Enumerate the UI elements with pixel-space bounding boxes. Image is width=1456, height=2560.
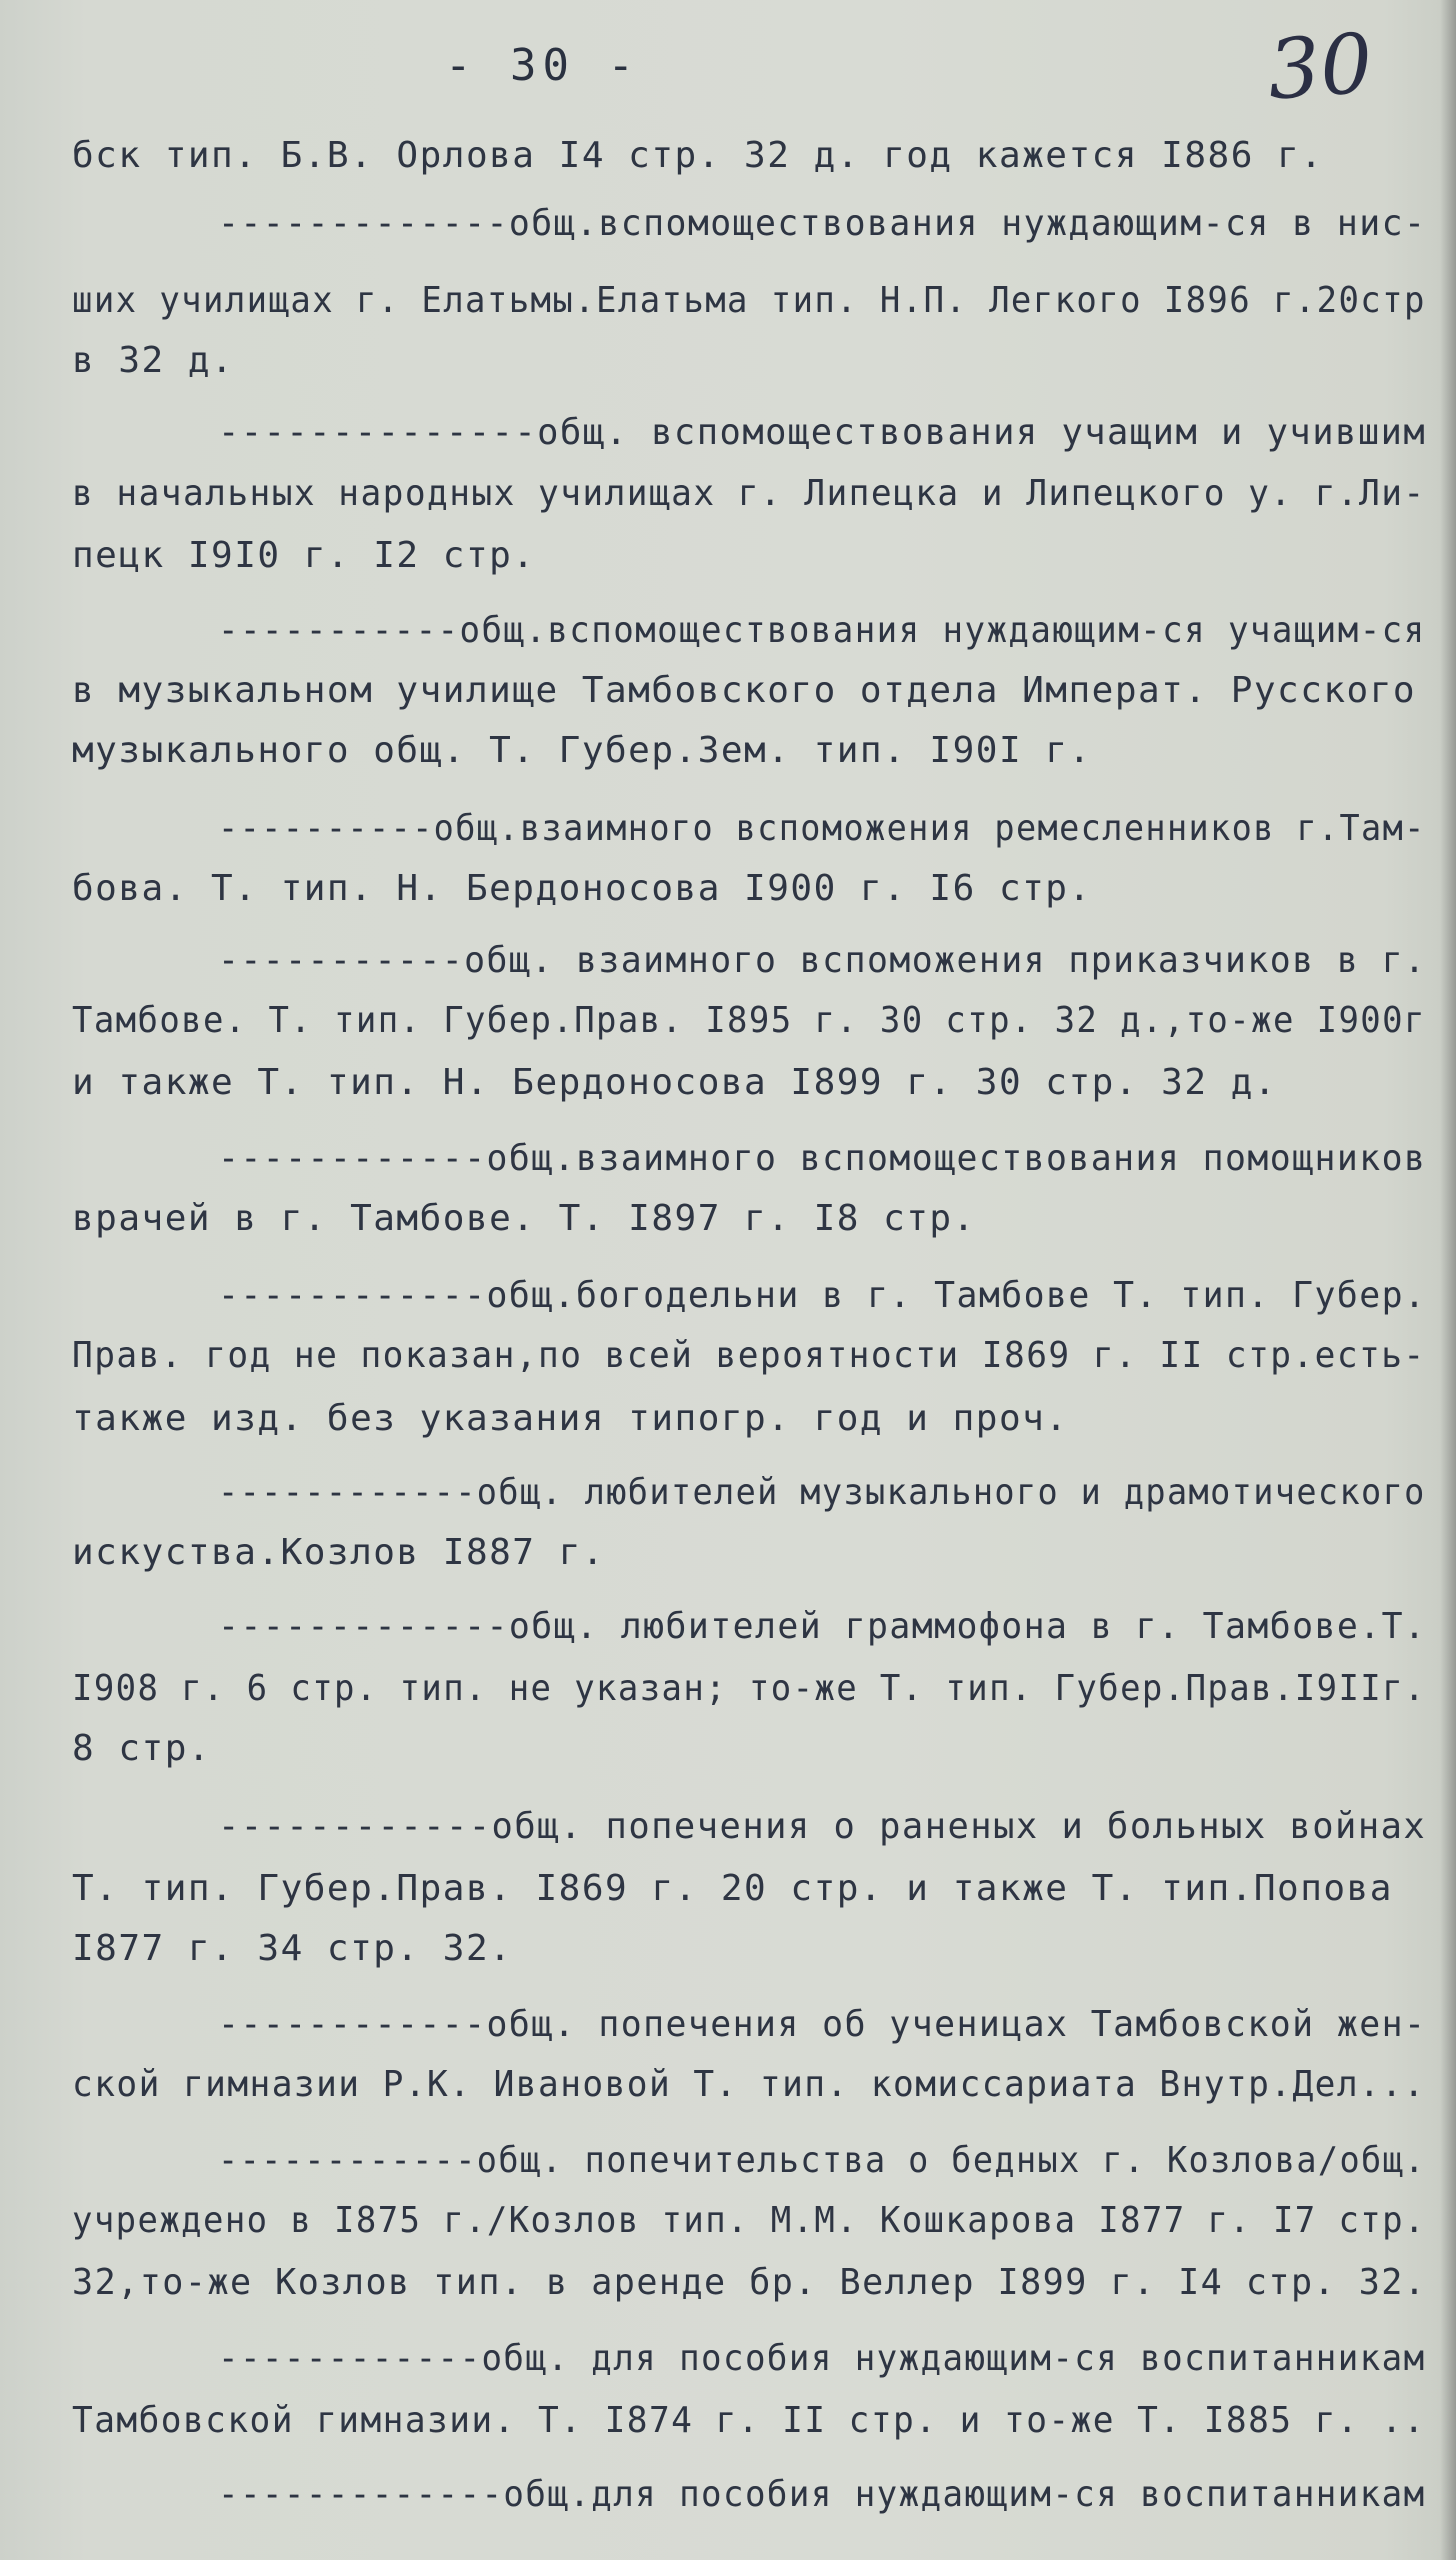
text-line: ской гимназии Р.К. Ивановой Т. тип. комиссариата Внутр.Дел... bbox=[72, 2064, 1426, 2105]
text-line: бова. Т. тип. Н. Бердоносова I900 г. I6 стр. bbox=[72, 868, 1092, 909]
text-line: Тамбовской гимназии. Т. I874 г. II стр. и то-же Т. I885 г. .. bbox=[72, 2400, 1426, 2441]
text-line: I908 г. 6 стр. тип. не указан; то-же Т. тип. Губер.Прав.I9IIг. bbox=[72, 1668, 1426, 1709]
text-line: --------------общ. вспомоществования учащим и учившим bbox=[218, 412, 1427, 453]
text-line: -------------общ.для пособия нуждающим-ся воспитанникам bbox=[218, 2474, 1426, 2515]
text-line: ------------общ. попечительства о бедных г. Козлова/общ. bbox=[218, 2140, 1426, 2181]
text-line: ------------общ.богодельни в г. Тамбове Т. тип. Губер. bbox=[218, 1275, 1427, 1316]
page-number: - 30 - bbox=[445, 40, 640, 91]
text-line: и также Т. тип. Н. Бердоносова I899 г. 30 стр. 32 д. bbox=[72, 1062, 1278, 1103]
text-line: пецк I9I0 г. I2 стр. bbox=[72, 535, 536, 576]
text-line: Прав. год не показан,по всей вероятности I869 г. II стр.есть- bbox=[72, 1335, 1426, 1376]
text-line: ------------общ.взаимного вспомоществования помощников bbox=[218, 1138, 1427, 1179]
text-line: в 32 д. bbox=[72, 340, 235, 381]
text-line: 32,то-же Козлов тип. в аренде бр. Веллер I899 г. I4 стр. 32. bbox=[72, 2262, 1427, 2303]
text-line: музыкального общ. Т. Губер.Зем. тип. I90I г. bbox=[72, 730, 1092, 771]
handwritten-page-number: 30 bbox=[1264, 16, 1376, 119]
text-line: I877 г. 34 стр. 32. bbox=[72, 1928, 513, 1969]
text-line: в начальных народных училищах г. Липецка и Липецкого у. г.Ли- bbox=[72, 473, 1426, 514]
text-line: ------------общ. любителей музыкального и драмотического bbox=[218, 1472, 1426, 1513]
text-line: ----------общ.взаимного вспоможения ремесленников г.Там- bbox=[218, 808, 1426, 849]
text-line: -----------общ.вспомоществования нуждающим-ся учащим-ся bbox=[218, 610, 1426, 651]
text-line: ------------общ. для пособия нуждающим-ся воспитанникам bbox=[218, 2338, 1426, 2379]
text-line: ------------общ. попечения об ученицах Тамбовской жен- bbox=[218, 2004, 1427, 2045]
text-line: Т. тип. Губер.Прав. I869 г. 20 стр. и также Т. тип.Попова bbox=[72, 1868, 1393, 1909]
text-line: ------------общ. попечения о раненых и больных войнах bbox=[218, 1806, 1427, 1847]
text-line: бск тип. Б.В. Орлова I4 стр. 32 д. год кажется I886 г. bbox=[72, 135, 1324, 176]
text-line: искуства.Козлов I887 г. bbox=[72, 1532, 605, 1573]
text-line: -----------общ. взаимного вспоможения приказчиков в г. bbox=[218, 940, 1427, 981]
page-edge-shadow bbox=[1440, 0, 1456, 2560]
text-line: также изд. без указания типогр. год и проч. bbox=[72, 1398, 1069, 1439]
text-line: 8 стр. bbox=[72, 1728, 212, 1769]
text-line: -------------общ.вспомоществования нуждающим-ся в нис- bbox=[218, 203, 1427, 244]
text-line: Тамбове. Т. тип. Губер.Прав. I895 г. 30 стр. 32 д.,то-же I900г bbox=[72, 1000, 1426, 1041]
text-line: ших училищах г. Елатьмы.Елатьма тип. Н.П. Легкого I896 г.20стр bbox=[72, 280, 1426, 321]
text-line: в музыкальном училище Тамбовского отдела Императ. Русского bbox=[72, 670, 1417, 711]
text-line: врачей в г. Тамбове. Т. I897 г. I8 стр. bbox=[72, 1198, 976, 1239]
text-line: -------------общ. любителей граммофона в г. Тамбове.Т. bbox=[218, 1606, 1427, 1647]
text-line: учреждено в I875 г./Козлов тип. М.М. Кошкарова I877 г. I7 стр. bbox=[72, 2200, 1426, 2241]
